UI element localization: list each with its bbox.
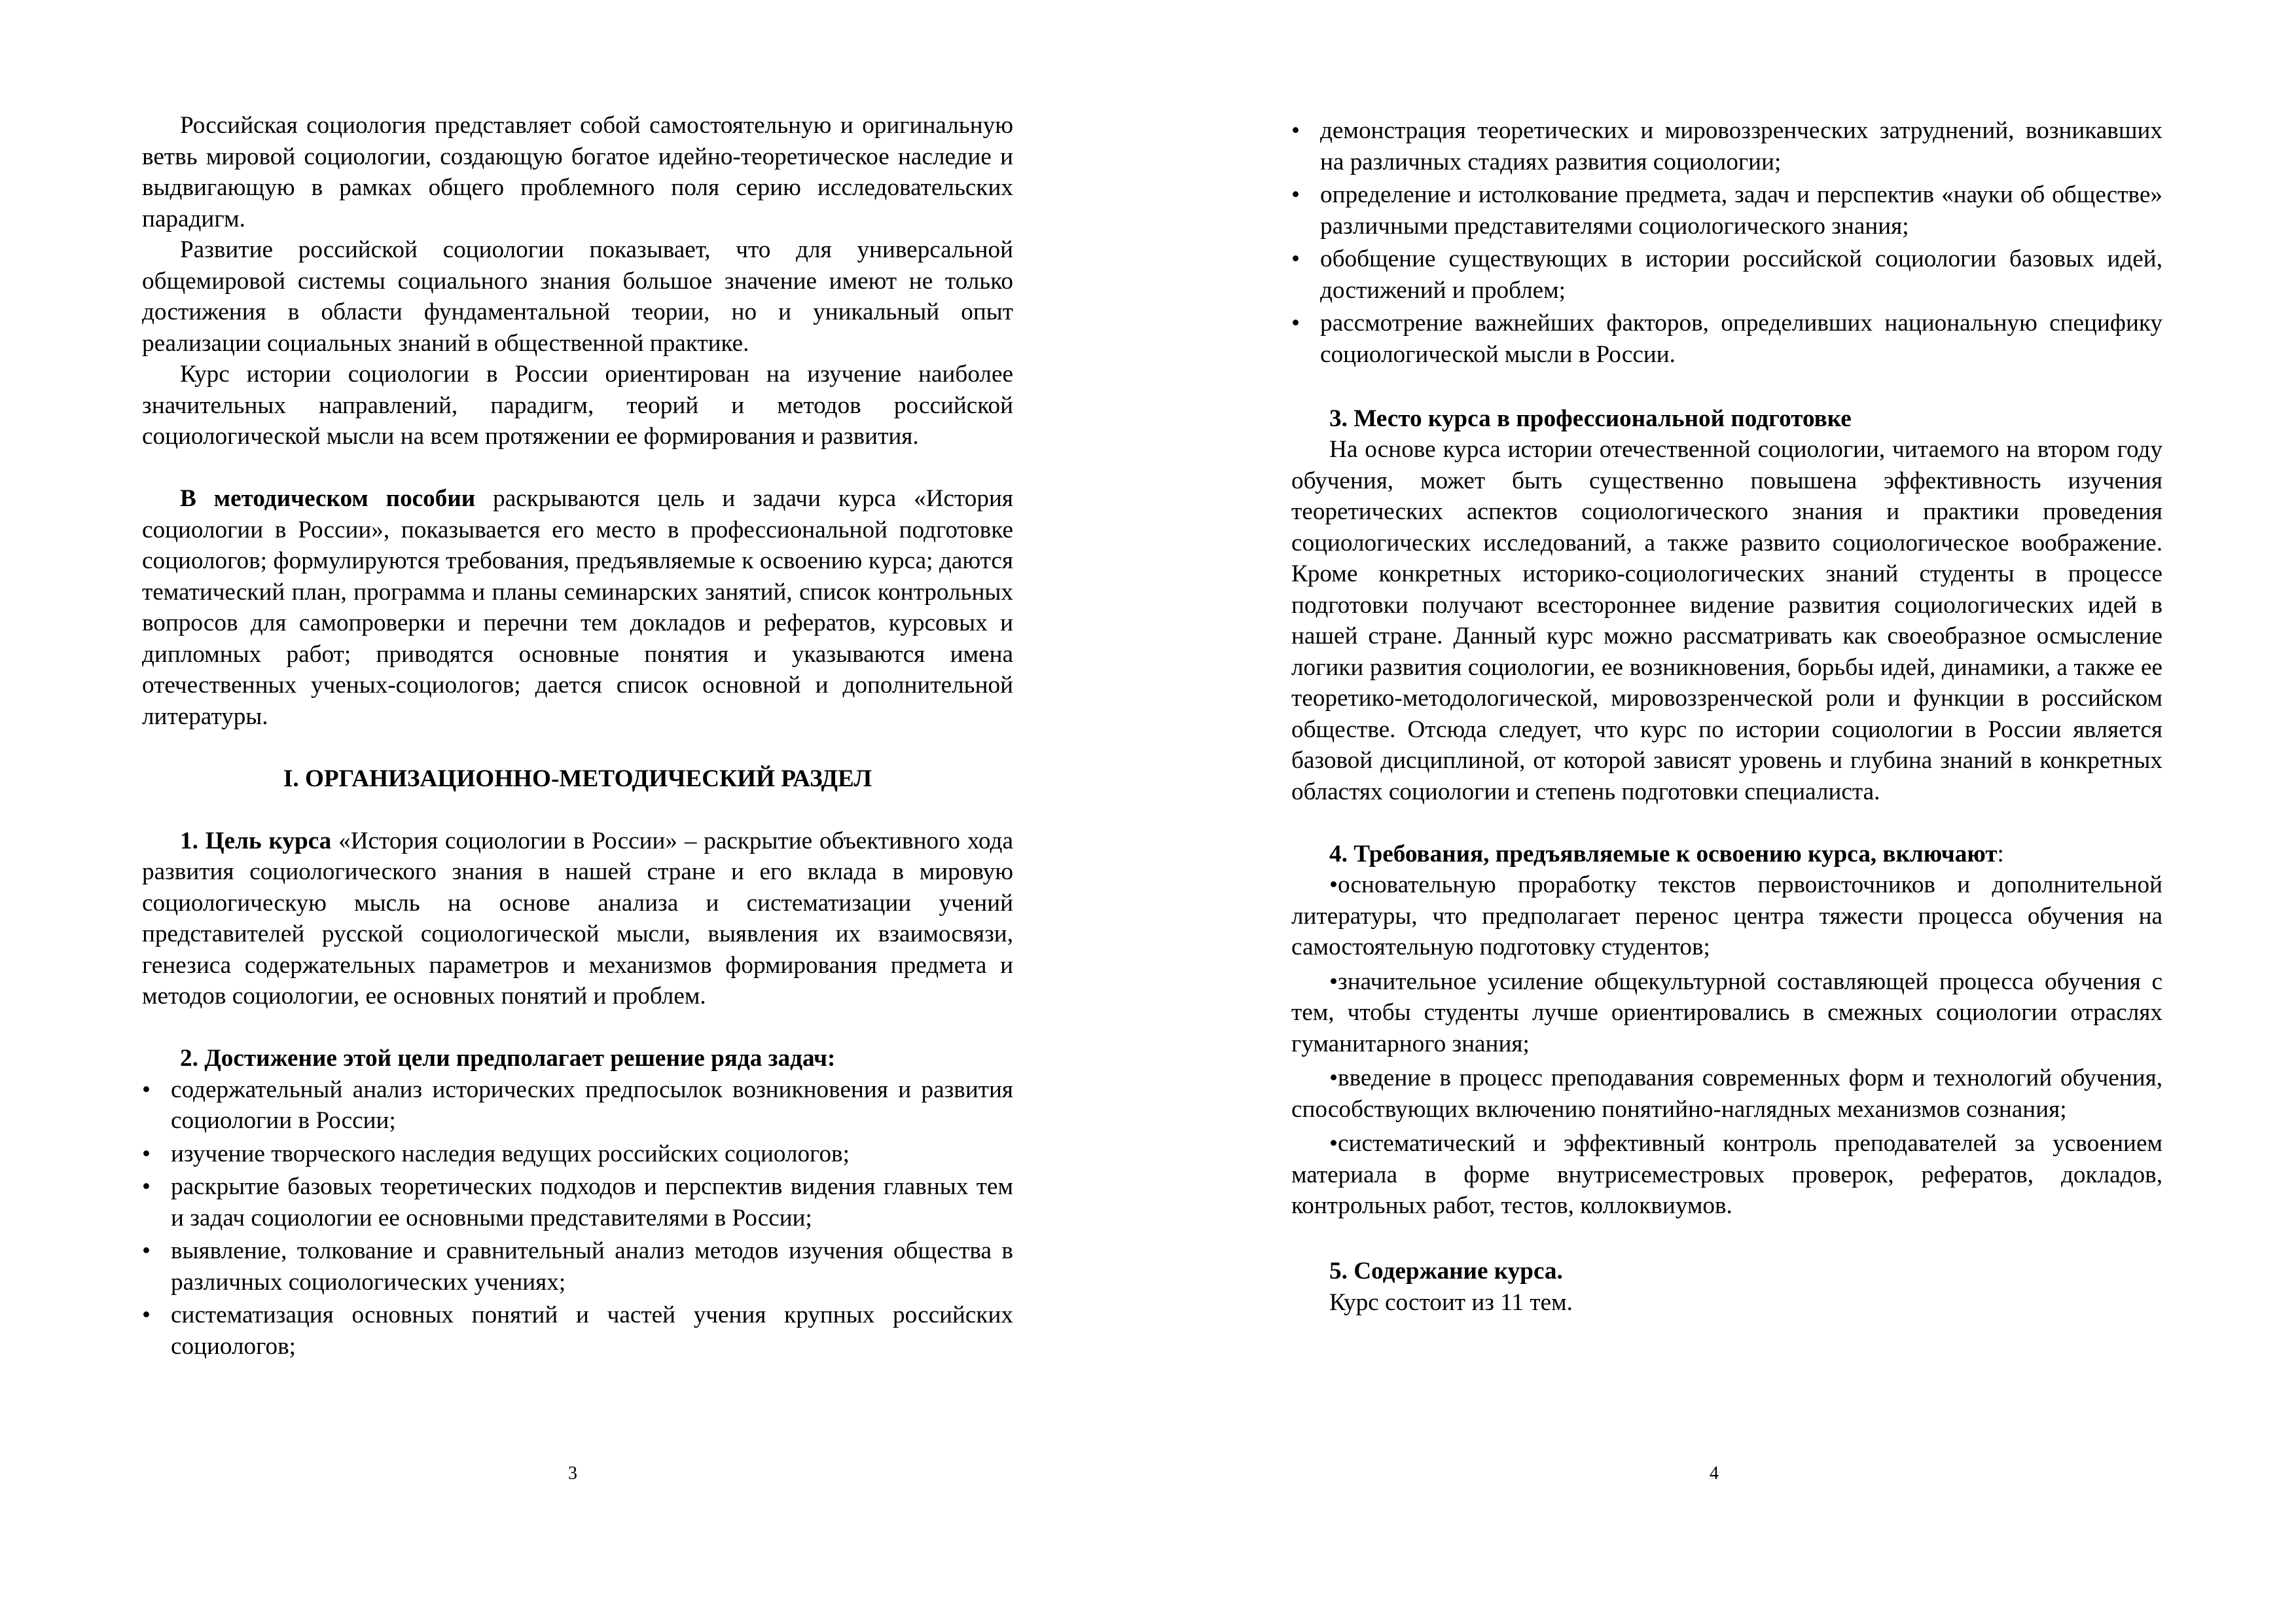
- list-item: • раскрытие базовых теоретических подходов и перспектив видения главных тем и задач социологии ее основными представителями в России;: [142, 1171, 1013, 1233]
- right-page-text: [1291, 115, 2162, 1318]
- left-page-text: [142, 110, 1013, 1364]
- list-item: • содержательный анализ исторических предпосылок возникновения и развития социологии в России;: [142, 1074, 1013, 1137]
- requirement-text: введение в процесс преподавания современных форм и технологий обучения, способствующих включению понятийно-наглядных механизмов сознания;: [1291, 1065, 2162, 1123]
- methodical-paragraph: [142, 483, 1013, 732]
- bullet-glyph: •: [1329, 1130, 1338, 1157]
- requirement-text: систематический и эффективный контроль преподавателей за усвоением материала в форме внутрисеместровых проверок, рефератов, докладов, контрольных работ, тестов, коллоквиумов.: [1291, 1130, 2162, 1219]
- spacer: [142, 452, 1013, 484]
- page-number: 3: [568, 1463, 577, 1484]
- requirements-heading-text: 4. Требования, предъявляемые к освоению курса, включают: [1329, 840, 1998, 867]
- list-item: • систематизация основных понятий и частей учения крупных российских социологов;: [142, 1300, 1013, 1362]
- intro-paragraph-2: Развитие российской социологии показывает, что для универсальной общемировой системы социального знания большое значение имеют не только достижения в области фундаментальной теории, но и уникальный опыт реализации социальных знаний в общественной практике.: [142, 236, 1013, 357]
- list-item: • определение и истолкование предмета, задач и перспектив «науки об обществе» различными представителями социологического знания;: [1291, 179, 2162, 242]
- requirement-text: значительное усиление общекультурной составляющей процесса обучения с тем, чтобы студенты лучше ориентировались в смежных социологии отраслях гуманитарного знания;: [1291, 968, 2162, 1057]
- list-item: • изучение творческого наследия ведущих российских социологов;: [142, 1139, 1013, 1170]
- tasks-heading: 2. Достижение этой цели предполагает решение ряда задач:: [180, 1045, 836, 1072]
- page-number: 4: [1710, 1463, 1719, 1484]
- spacer: [142, 1012, 1013, 1044]
- bullet-glyph: •: [1329, 871, 1338, 898]
- content-paragraph: Курс состоит из 11 тем.: [1329, 1288, 1573, 1316]
- right-page: [1148, 0, 2296, 1623]
- tasks-list: [142, 1074, 1013, 1362]
- place-heading: 3. Место курса в профессиональной подготовке: [1329, 405, 1852, 432]
- goal-text: «История социологии в России» – раскрытие объективного хода развития социологического знания в нашей стране и его вклада в мировую социологическую мысль на основе анализа и систематизации учений представителей русской социологической мысли, выявления их взаимосвязи, генезиса содержательных параметров и механизмов формирования предмета и методов социологии, ее основных понятий и проблем.: [142, 827, 1013, 1010]
- requirement-item: [1291, 1128, 2162, 1222]
- spacer: [142, 794, 1013, 826]
- bullet-glyph: •: [1329, 968, 1338, 995]
- spacer: [1291, 372, 2162, 403]
- requirement-text: основательную проработку текстов первоисточников и дополнительной литературы, что предполагает перенос центра тяжести процесса обучения на самостоятельную подготовку студентов;: [1291, 871, 2162, 960]
- spacer: [1291, 1225, 2162, 1256]
- goal-bold-lead: 1. Цель курса: [180, 827, 332, 854]
- spacer: [1291, 807, 2162, 839]
- methodical-bold-lead: В методическом пособии: [180, 485, 476, 512]
- goal-paragraph: [142, 826, 1013, 1012]
- intro-paragraph-3: Курс истории социологии в России ориентирован на изучение наиболее значительных направлений, парадигм, теорий и методов российской социологической мысли на всем протяжении ее формирования и развития.: [142, 361, 1013, 450]
- intro-paragraph-1: Российская социология представляет собой самостоятельную и оригинальную ветвь мировой социологии, создающую богатое идейно-теоретическое наследие и выдвигающую в рамках общего проблемного поля серию исследовательских парадигм.: [142, 112, 1013, 232]
- list-item: • обобщение существующих в истории российской социологии базовых идей, достижений и проблем;: [1291, 244, 2162, 306]
- requirement-item: [1291, 1063, 2162, 1125]
- place-paragraph: На основе курса истории отечественной социологии, читаемого на втором году обучения, может быть существенно повышена эффективность изучения теоретических аспектов социологического знания и практики проведения социологических исследований, а также развито социологическое воображение. Кроме конкретных историко-социологических знаний студенты в процессе подготовки получают всестороннее видение развития социологических идей в нашей стране. Данный курс можно рассматривать как своеобразное осмысление логики развития социологии, ее возникновения, борьбы идей, динамики, а также ее теоретико-методологической, мировоззренческой роли и функции в российском обществе. Отсюда следует, что курс по истории социологии в России является базовой дисциплиной, от которой зависят уровень и глубина знаний в конкретных областях социологии и степень подготовки специалиста.: [1291, 436, 2162, 805]
- requirement-item: [1291, 869, 2162, 963]
- methodical-text: раскрываются цель и задачи курса «История социологии в России», показывается его место в профессиональной подготовке социологов; формулируются требования, предъявляемые к освоению курса; даются тематический план, программа и планы семинарских занятий, список контрольных вопросов для самопроверки и перечни тем докладов и рефератов, курсовых и дипломных работ; приводятся основные понятия и указываются имена отечественных ученых-социологов; дается список основной и дополнительной литературы.: [142, 485, 1013, 730]
- bullet-glyph: •: [1329, 1065, 1338, 1091]
- requirement-item: [1291, 966, 2162, 1060]
- list-item: • демонстрация теоретических и мировоззренческих затруднений, возникавших на различных стадиях развития социологии;: [1291, 115, 2162, 177]
- spacer: [142, 732, 1013, 763]
- section-title: I. ОРГАНИЗАЦИОННО-МЕТОДИЧЕСКИЙ РАЗДЕЛ: [283, 765, 872, 792]
- requirements-heading: [1291, 839, 2162, 870]
- list-item: • рассмотрение важнейших факторов, определивших национальную специфику социологической мысли в России.: [1291, 308, 2162, 370]
- list-item: • выявление, толкование и сравнительный анализ методов изучения общества в различных социологических учениях;: [142, 1235, 1013, 1298]
- content-heading: 5. Содержание курса.: [1329, 1258, 1563, 1285]
- requirements-heading-colon: :: [1997, 840, 2004, 867]
- tasks-list-continued: [1291, 115, 2162, 370]
